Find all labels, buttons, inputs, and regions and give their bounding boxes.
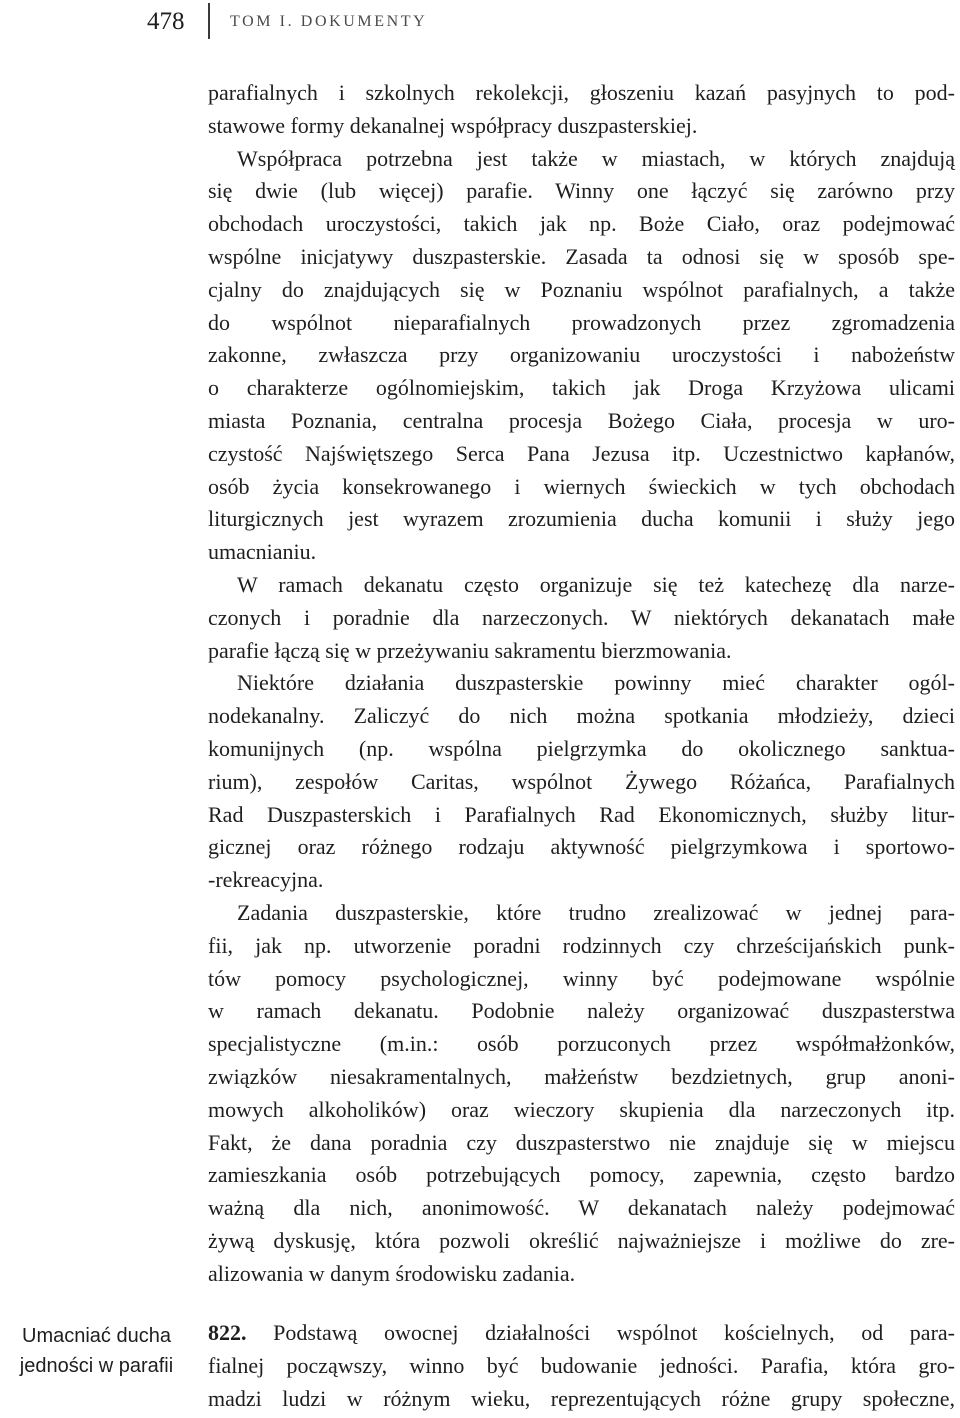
paragraph-line: parafialnych i szkolnych rekolekcji, głoszeniu kazań pasyjnych to pod-: [208, 80, 955, 105]
paragraph-line: w ramach dekanatu. Podobnie należy organizować duszpasterstwa: [208, 998, 955, 1024]
paragraph-line: komunijnych (np. wspólna pielgrzymka do okolicznego sanktua-: [208, 735, 955, 761]
paragraph-line: związków niesakramentalnych, małżeństw bezdzietnych, grup anoni-: [208, 1063, 955, 1089]
paragraph-line: fii, jak np. utworzenie poradni rodzinnych czy chrześcijańskich punk-: [208, 932, 955, 958]
paragraph-line: cjalny do znajdujących się w Poznaniu wspólnot parafialnych, a także: [208, 276, 955, 302]
paragraph-line: wspólne inicjatywy duszpasterskie. Zasada ta odnosi się w sposób spe-: [208, 243, 955, 269]
paragraph-line: osób życia konsekrowanego i wiernych świeckich w tych obchodach: [208, 473, 955, 499]
page-header: [0, 0, 960, 48]
paragraph-line: obchodach uroczystości, takich jak np. Boże Ciało, oraz podejmować: [208, 211, 955, 237]
paragraph-line: gicznej oraz różnego rodzaju aktywność pielgrzymkowa i sportowo-: [208, 834, 955, 860]
paragraph-line: czystość Najświętszego Serca Pana Jezusa itp. Uczestnictwo kapłanów,: [208, 440, 955, 466]
section-822: [208, 1317, 955, 1415]
paragraph-line: mowych alkoholików) oraz wieczory skupienia dla narzeczonych itp.: [208, 1096, 955, 1122]
paragraph: [208, 77, 955, 143]
paragraph-line: się dwie (lub więcej) parafie. Winny one łączyć się zarówno przy: [208, 178, 955, 204]
paragraph-line: alizowania w danym środowisku zadania.: [208, 1260, 576, 1286]
paragraph-line: nodekanalny. Zaliczyć do nich można spotkania młodzieży, dzieci: [208, 703, 955, 729]
section-822-text-1: Podstawą owocnej działalności wspólnot kościelnych, od para-: [246, 1320, 955, 1345]
paragraph-line: parafie łączą się w przeżywaniu sakramentu bierzmowania.: [208, 637, 732, 663]
paragraph-line: umacnianiu.: [208, 539, 317, 565]
paragraph-line: tów pomocy psychologicznej, winny być podejmowane wspólnie: [208, 965, 955, 991]
paragraph-line: zakonne, zwłaszcza przy organizowaniu uroczystości i nabożeństw: [208, 342, 955, 368]
paragraph-line: stawowe formy dekanalnej współpracy duszpasterskiej.: [208, 112, 698, 138]
section-822-line-1: [208, 1317, 955, 1350]
paragraph-line: rium), zespołów Caritas, wspólnot Żywego Różańca, Parafialnych: [208, 768, 955, 794]
paragraph-line: Fakt, że dana poradnia czy duszpasterstwo nie znajduje się w miejscu: [208, 1129, 955, 1155]
paragraph-line: liturgicznych jest wyrazem zrozumienia ducha komunii i służy jego: [208, 506, 955, 532]
paragraph: [208, 569, 955, 667]
paragraph-line: Współpraca potrzebna jest także w miastach, w których znajdują: [237, 145, 955, 171]
section-number: 822.: [208, 1320, 247, 1345]
paragraph-line: miasta Poznania, centralna procesja Bożego Ciała, procesja w uro-: [208, 407, 955, 433]
body-text: [208, 77, 955, 1290]
margin-note: [4, 1321, 189, 1381]
paragraph: [208, 143, 955, 569]
paragraph-line: -rekreacyjna.: [208, 867, 324, 893]
paragraph-line: o charakterze ogólnomiejskim, takich jak Droga Krzyżowa ulicami: [208, 375, 955, 401]
section-822-line-3: madzi ludzi w różnym wieku, reprezentujących różne grupy społeczne,: [208, 1385, 955, 1411]
section-822-line-2: fialnej począwszy, winno być budowanie jedności. Parafia, która gro-: [208, 1352, 955, 1378]
paragraph-line: ważną dla nich, anonimowość. W dekanatach należy podejmować: [208, 1195, 955, 1221]
paragraph: [208, 667, 955, 897]
paragraph-line: żywą dyskusję, która pozwoli określić najważniejsze i możliwe do zre-: [208, 1227, 955, 1253]
paragraph-line: Rad Duszpasterskich i Parafialnych Rad Ekonomicznych, służby litur-: [208, 801, 955, 827]
paragraph-line: zamieszkania osób potrzebujących pomocy, zapewnia, często bardzo: [208, 1162, 955, 1188]
paragraph-line: czonych i poradnie dla narzeczonych. W niektórych dekanatach małe: [208, 604, 955, 630]
paragraph-line: Zadania duszpasterskie, które trudno zrealizować w jednej para-: [237, 899, 955, 925]
paragraph-line: do wspólnot nieparafialnych prowadzonych przez zgromadzenia: [208, 309, 955, 335]
header-divider: [208, 3, 210, 39]
paragraph-line: specjalistyczne (m.in.: osób porzuconych przez współmałżonków,: [208, 1031, 955, 1057]
paragraph: [208, 897, 955, 1291]
margin-note-line-2: jedności w parafii: [19, 1355, 174, 1377]
running-head: TOM I. DOKUMENTY: [230, 13, 428, 30]
paragraph-line: Niektóre działania duszpasterskie powinny mieć charakter ogól-: [237, 670, 955, 696]
margin-note-line-1: Umacniać ducha: [22, 1325, 171, 1347]
paragraph-line: W ramach dekanatu często organizuje się też katechezę dla narze-: [237, 571, 955, 597]
page-number: 478: [147, 8, 185, 35]
